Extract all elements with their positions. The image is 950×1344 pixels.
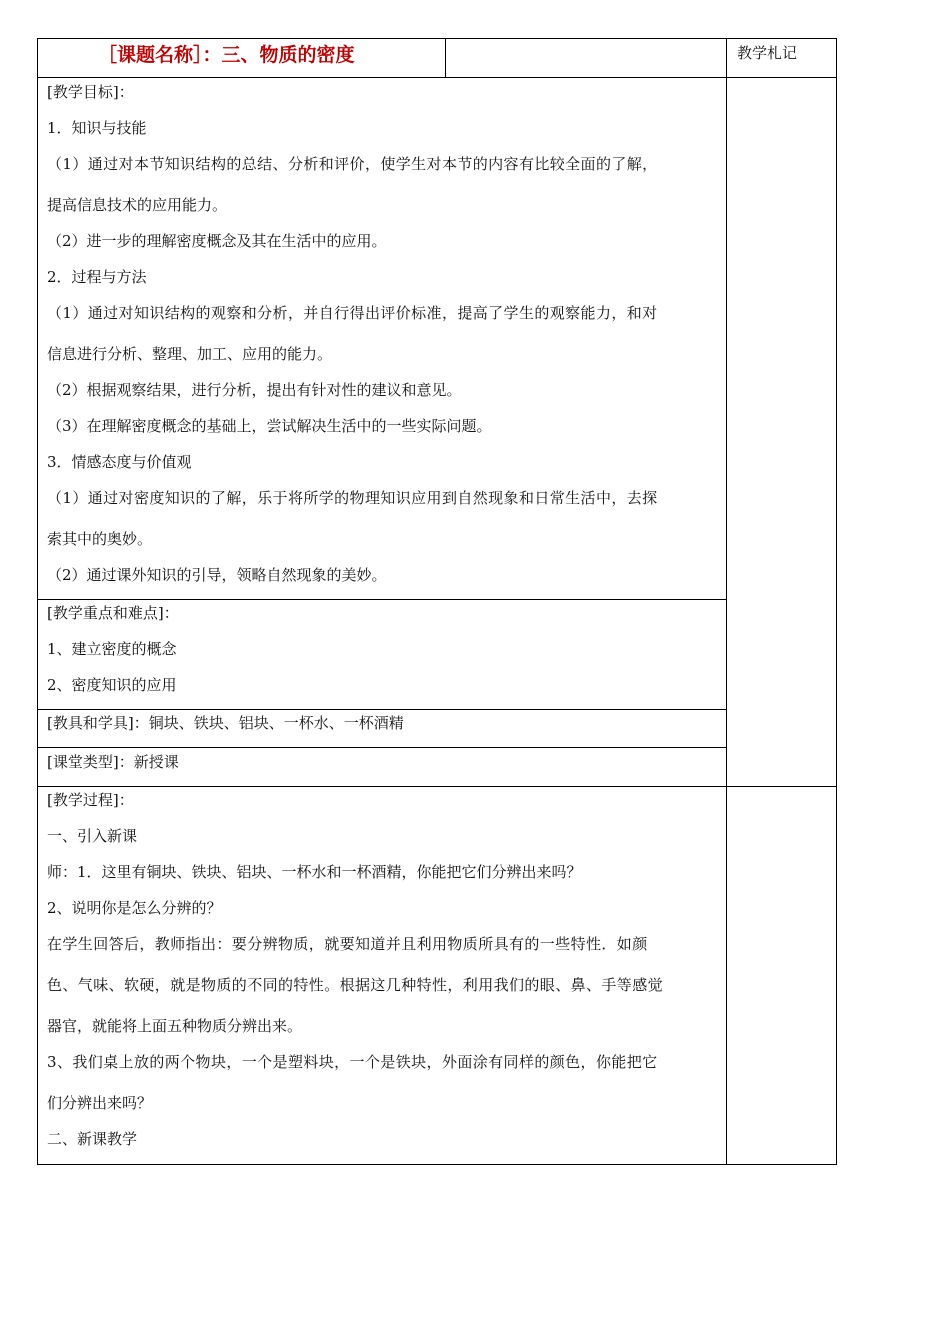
objective-paragraph: 提高信息技术的应用能力。 [47, 196, 228, 214]
objective-paragraph: 索其中的奥妙。 [47, 530, 153, 548]
title-cell-divider [445, 38, 446, 78]
process-section-heading: 一、引入新课 [47, 827, 138, 845]
table-border-bottom [37, 1164, 837, 1165]
attitude-values-heading: 3．情感态度与价值观 [47, 453, 192, 471]
process-method-heading: 2．过程与方法 [47, 268, 147, 286]
objective-paragraph: 信息进行分析、整理、加工、应用的能力。 [47, 345, 333, 363]
table-border-right [836, 38, 837, 1165]
keypoint-item: 1、建立密度的概念 [47, 640, 177, 658]
process-paragraph: 2、说明你是怎么分辨的？ [47, 899, 222, 917]
process-paragraph: 色、气味、软硬，就是物质的不同的特性。根据这几种特性，利用我们的眼、鼻、手等感觉 [47, 976, 664, 994]
row-divider-keypoints [37, 709, 727, 710]
row-divider-header [37, 77, 837, 78]
process-heading: [教学过程]： [47, 791, 134, 809]
lesson-type: [课堂类型]：新授课 [47, 753, 179, 771]
objective-paragraph: （2）根据观察结果，进行分析，提出有针对性的建议和意见。 [47, 381, 462, 399]
process-paragraph: 3、我们桌上放的两个物块，一个是塑料块，一个是铁块，外面涂有同样的颜色，你能把它 [47, 1053, 658, 1071]
objective-paragraph: （3）在理解密度概念的基础上，尝试解决生活中的一些实际问题。 [47, 417, 492, 435]
table-border-top [37, 38, 837, 39]
objective-paragraph: （2）进一步的理解密度概念及其在生活中的应用。 [47, 232, 387, 250]
objective-paragraph: （1）通过对本节知识结构的总结、分析和评价，使学生对本节的内容有比较全面的了解， [47, 155, 658, 173]
objective-paragraph: （1）通过对知识结构的观察和分析，并自行得出评价标准，提高了学生的观察能力，和对 [47, 304, 658, 322]
table-border-left [37, 38, 38, 1165]
notes-column-divider [726, 38, 727, 1165]
teaching-tools: [教具和学具]：铜块、铁块、铝块、一杯水、一杯酒精 [47, 714, 404, 732]
teaching-notes-label: 教学札记 [737, 44, 798, 62]
process-paragraph: 们分辨出来吗？ [47, 1094, 153, 1112]
row-divider-lessontype [37, 786, 837, 787]
process-paragraph: 师：1．这里有铜块、铁块、铝块、一杯水和一杯酒精，你能把它们分辨出来吗？ [47, 863, 582, 881]
objectives-heading: [教学目标]： [47, 83, 134, 101]
row-divider-tools [37, 747, 727, 748]
keypoint-item: 2、密度知识的应用 [47, 676, 177, 694]
process-section-heading: 二、新课教学 [47, 1130, 138, 1148]
knowledge-skills-heading: 1．知识与技能 [47, 119, 147, 137]
lesson-title: ［课题名称］：三、物质的密度 [98, 44, 355, 66]
process-paragraph: 在学生回答后，教师指出：要分辨物质，就要知道并且利用物质所具有的一些特性．如颜 [47, 935, 648, 953]
objective-paragraph: （1）通过对密度知识的了解，乐于将所学的物理知识应用到自然现象和日常生活中，去探 [47, 489, 658, 507]
row-divider-objectives [37, 599, 727, 600]
keypoints-heading: [教学重点和难点]： [47, 604, 179, 622]
objective-paragraph: （2）通过课外知识的引导，领略自然现象的美妙。 [47, 566, 387, 584]
process-paragraph: 器官，就能将上面五种物质分辨出来。 [47, 1017, 303, 1035]
